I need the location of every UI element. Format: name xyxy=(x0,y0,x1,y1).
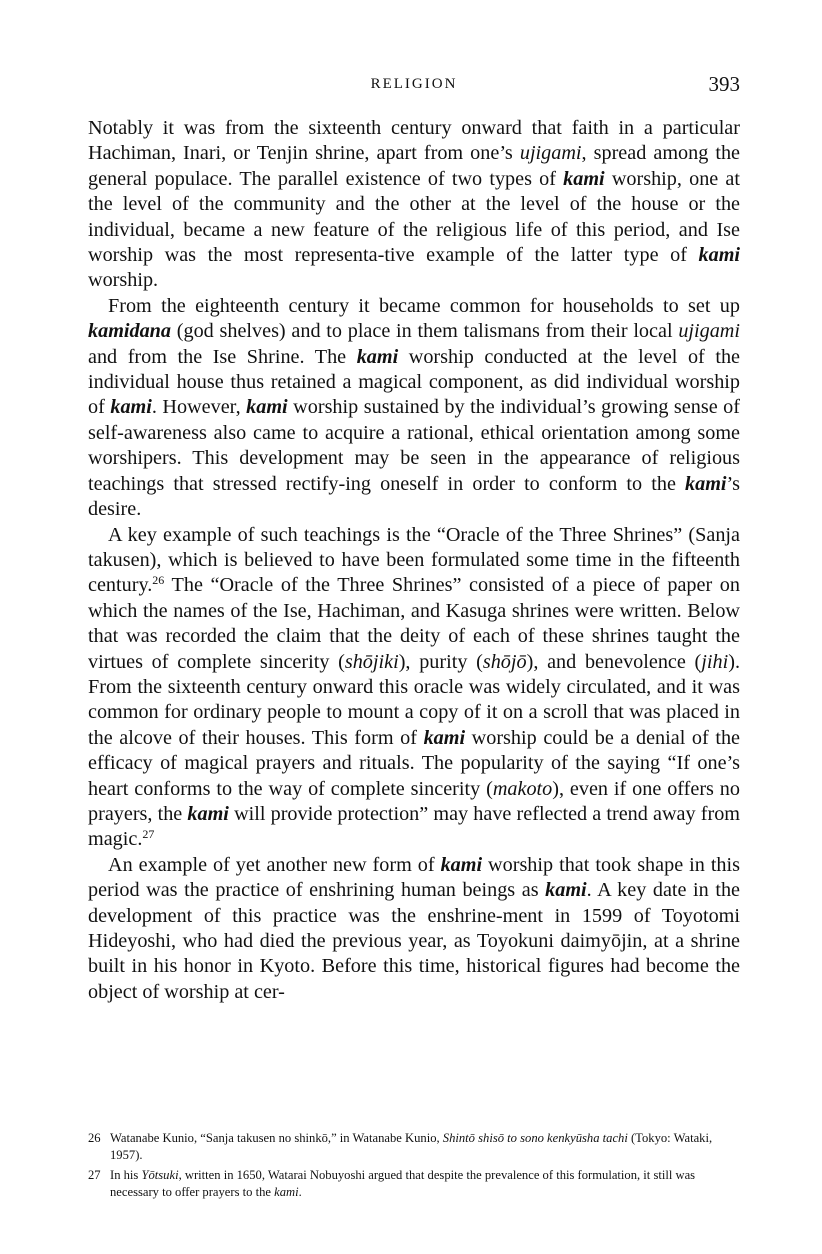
italic-term: ujigami xyxy=(519,142,582,165)
text-run: worship could be a denial of the efficacy of magical prayers and rituals. The popularity of the saying “If one’s heart conforms to the way of complete sincerity ( xyxy=(88,726,741,800)
text-run: . However, xyxy=(151,396,247,419)
text-run: ). From the sixteenth century onward this oracle was widely circulated, and it was common for ordinary people to mount a copy of it on a scroll that was placed in the alcove of their houses. This form of xyxy=(88,650,740,749)
text-run: . A key date in the development of this practice was the enshrine-ment in 1599 of Toyotomi Hideyoshi, who had died the previous year, as Toyokuni daimyōjin, at a shrine built in his honor in Kyoto. Before this time, historical figures had become the object of worship at cer- xyxy=(88,879,740,1003)
paragraph-1 xyxy=(88,116,740,294)
italic-term: shōjiki xyxy=(344,650,399,673)
text-run: and from the Ise Shrine. The xyxy=(88,345,357,368)
text-run: will provide protection” may have reflected a trend away from magic. xyxy=(88,802,740,851)
text-run: (Tokyo: Wataki, 1957). xyxy=(110,1131,713,1162)
text-run: ), purity ( xyxy=(398,650,483,673)
footnote-text xyxy=(110,1167,740,1200)
footnote-text xyxy=(110,1130,740,1163)
emphasized-term: kami xyxy=(110,396,152,419)
italic-term: makoto xyxy=(492,777,553,800)
emphasized-term: kami xyxy=(545,879,587,902)
page-header xyxy=(88,72,740,102)
text-run: , spread among the general populace. The parallel existence of two types of xyxy=(88,142,741,190)
italic-term: kami xyxy=(274,1184,299,1199)
page-number: 393 xyxy=(708,72,740,96)
emphasized-term: kamidana xyxy=(88,320,172,343)
text-run: , written in 1650, Watarai Nobuyoshi argued that despite the prevalence of this formulation, it still was necessary to offer prayers to the xyxy=(110,1168,696,1199)
text-run: worship, one at the level of the community and the other at the level of the house or the individual, became a new feature of the religious life of this period, and Ise worship was the most representa-tive example of the latter type of xyxy=(88,167,741,267)
italic-term: Yōtsuki xyxy=(141,1168,179,1182)
italic-term: Shintō shisō to sono kenkyūsha tachi xyxy=(442,1131,628,1145)
text-run: worship conducted at the level of the individual house thus retained a magical component, as did individual worship of xyxy=(88,345,740,419)
text-run: ), and benevolence ( xyxy=(526,650,702,673)
emphasized-term: kami xyxy=(246,396,288,419)
text-run: ’s desire. xyxy=(88,472,740,521)
paragraph-2 xyxy=(88,294,740,523)
footnote-26 xyxy=(88,1130,740,1163)
text-run: Watanabe Kunio, “Sanja takusen no shinkō,” in Watanabe Kunio, xyxy=(110,1131,443,1145)
emphasized-term: kami xyxy=(187,802,229,825)
text-run: worship sustained by the individual’s growing sense of self-awareness also came to acquire a rational, ethical orientation among some worshipers. This development may be seen in the appearance of religious teachings that stressed rectify-ing oneself in order to conform to the xyxy=(88,396,740,495)
footnote-ref: 26 xyxy=(152,573,165,588)
text-run: ), even if one offers no prayers, the xyxy=(88,777,740,825)
italic-term: shōjō xyxy=(482,650,527,673)
emphasized-term: kami xyxy=(685,472,727,495)
text-run: Notably it was from the sixteenth century onward that faith in a particular Hachiman, Inari, or Tenjin shrine, apart from one’s xyxy=(88,117,740,165)
footnote-number: 26 xyxy=(88,1131,101,1145)
text-run: . xyxy=(298,1184,302,1199)
body-text xyxy=(88,116,740,1005)
emphasized-term: kami xyxy=(563,167,605,190)
text-run: The “Oracle of the Three Shrines” consisted of a piece of paper on which the names of the Ise, Hachiman, and Kasuga shrines were written. Below that was recorded the claim that the deity of each of these shrines taught the virtues of complete sincerity ( xyxy=(88,574,740,673)
emphasized-term: kami xyxy=(423,726,466,749)
footnote-27 xyxy=(88,1167,740,1200)
text-run: (god shelves) and to place in them talismans from their local xyxy=(171,320,679,343)
text-run: From the eighteenth century it became common for households to set up xyxy=(108,294,740,317)
footnote-number: 27 xyxy=(88,1168,101,1182)
emphasized-term: kami xyxy=(698,244,740,267)
text-run: worship. xyxy=(88,269,159,292)
running-head: RELIGION xyxy=(370,76,458,92)
text-run: An example of yet another new form of xyxy=(108,853,441,876)
italic-term: ujigami xyxy=(678,320,740,343)
footnote-ref: 27 xyxy=(142,827,155,842)
text-run: worship that took shape in this period was the practice of enshrining human beings as xyxy=(88,853,740,902)
emphasized-term: kami xyxy=(440,853,483,876)
emphasized-term: kami xyxy=(356,345,399,368)
footnotes xyxy=(88,1130,740,1204)
paragraph-3 xyxy=(88,523,740,853)
paragraph-4 xyxy=(88,853,740,1005)
text-run: A key example of such teachings is the “Oracle of the Three Shrines” (Sanja takusen), which is believed to have been formulated some time in the fifteenth century. xyxy=(88,523,740,597)
italic-term: jihi xyxy=(701,650,729,673)
text-run: In his xyxy=(110,1168,142,1182)
